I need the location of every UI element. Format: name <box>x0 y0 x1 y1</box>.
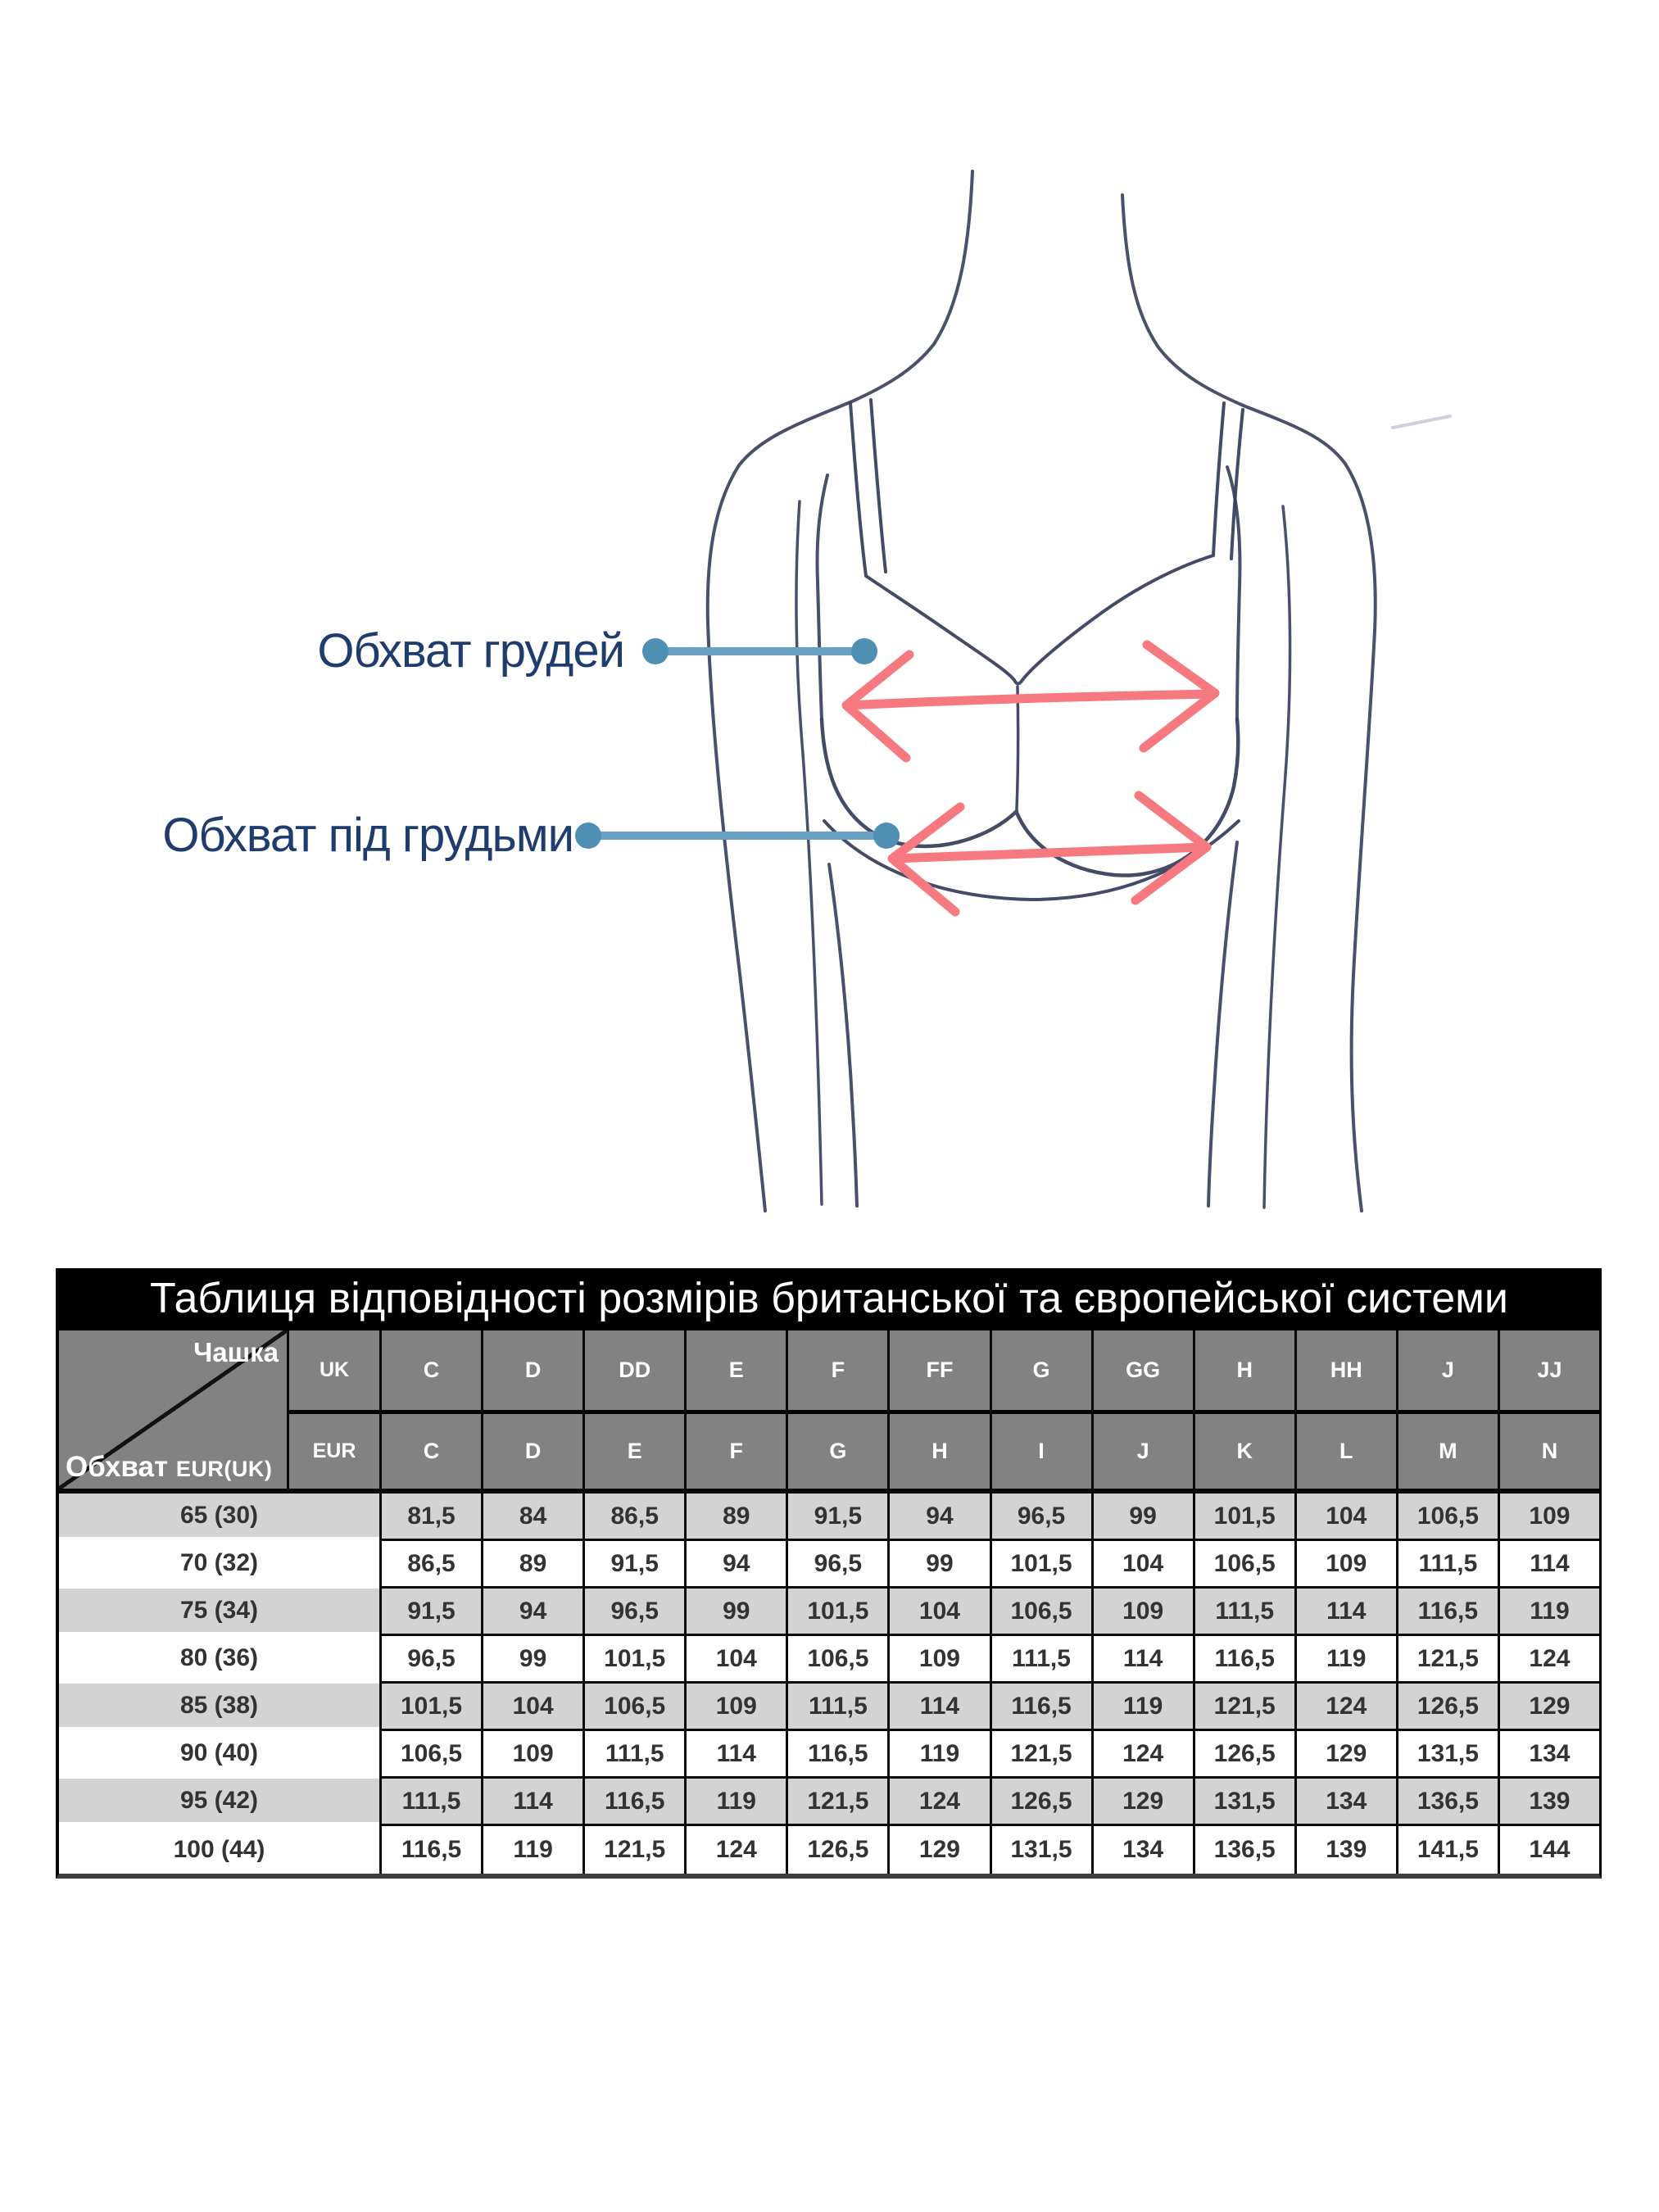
size-value-cell: 139 <box>1294 1826 1396 1874</box>
cup-letter-cell: C <box>379 1414 481 1489</box>
cup-letter-cell: E <box>684 1330 786 1414</box>
size-correspondence-table <box>56 1268 1602 1879</box>
cup-header-grid <box>59 1330 1599 1491</box>
size-value-cell: 141,5 <box>1396 1826 1498 1874</box>
cup-letter-cell: G <box>786 1414 887 1489</box>
size-value-cell: 126,5 <box>786 1826 887 1874</box>
bust-pointer-dot-right <box>851 638 877 664</box>
cup-letter-cell: J <box>1396 1330 1498 1414</box>
size-value-cell: 116,5 <box>786 1731 887 1779</box>
cup-letter-cell: G <box>990 1330 1091 1414</box>
size-value-cell: 111,5 <box>1193 1589 1294 1636</box>
bra-cup-bottom-left <box>822 719 1017 846</box>
cup-system-label-uk: UK <box>287 1330 379 1414</box>
size-value-cell: 101,5 <box>1193 1494 1294 1541</box>
size-value-cell: 96,5 <box>990 1494 1091 1541</box>
size-value-cell: 124 <box>684 1826 786 1874</box>
cup-letter-cell: F <box>786 1330 887 1414</box>
size-value-cell: 104 <box>684 1636 786 1684</box>
table-title: Таблиця відповідності розмірів британської та європейської системи <box>59 1268 1599 1330</box>
size-value-cell: 96,5 <box>786 1541 887 1589</box>
shoulder-stray-line <box>1393 416 1450 428</box>
size-value-cell: 114 <box>1294 1589 1396 1636</box>
underbust-pointer-dot-right <box>873 823 900 849</box>
size-value-cell: 99 <box>481 1636 582 1684</box>
size-value-cell: 101,5 <box>379 1684 481 1731</box>
size-value-cell: 121,5 <box>990 1731 1091 1779</box>
cup-letter-cell: D <box>481 1414 582 1489</box>
size-value-cell: 134 <box>1091 1826 1193 1874</box>
cup-letter-cell: D <box>481 1330 582 1414</box>
cup-letter-cell: J <box>1091 1414 1193 1489</box>
size-value-cell: 86,5 <box>379 1541 481 1589</box>
size-value-cell: 114 <box>684 1731 786 1779</box>
bra-cup-top-edges <box>866 555 1213 684</box>
cup-letter-cell: F <box>684 1414 786 1489</box>
band-size-label: 75 (34) <box>59 1589 379 1636</box>
size-value-cell: 106,5 <box>1396 1494 1498 1541</box>
band-size-label: 80 (36) <box>59 1636 379 1684</box>
waist-side-right <box>1208 842 1237 1206</box>
size-value-cell: 104 <box>481 1684 582 1731</box>
cup-letter-cell: GG <box>1091 1330 1193 1414</box>
size-value-cell: 114 <box>887 1684 989 1731</box>
size-value-cell: 119 <box>1498 1589 1599 1636</box>
size-value-cell: 116,5 <box>379 1826 481 1874</box>
size-value-cell: 106,5 <box>786 1636 887 1684</box>
size-value-cell: 106,5 <box>379 1731 481 1779</box>
band-size-label: 90 (40) <box>59 1731 379 1779</box>
corner-girth-label <box>66 1451 272 1484</box>
size-value-cell: 109 <box>481 1731 582 1779</box>
cup-letter-cell: HH <box>1294 1330 1396 1414</box>
neck-shoulder-arm-left <box>708 171 972 1211</box>
size-value-cell: 124 <box>887 1779 989 1826</box>
size-value-cell: 116,5 <box>990 1684 1091 1731</box>
inner-arm-right <box>1264 506 1290 1208</box>
waist-side-left <box>829 864 857 1206</box>
size-value-cell: 106,5 <box>990 1589 1091 1636</box>
bra-center-gore <box>1017 687 1018 809</box>
size-value-cell: 111,5 <box>582 1731 684 1779</box>
size-value-cell: 106,5 <box>1193 1541 1294 1589</box>
size-value-cell: 136,5 <box>1193 1826 1294 1874</box>
bust-arrow-shaft <box>847 694 1213 705</box>
band-size-label: 100 (44) <box>59 1826 379 1874</box>
band-size-label: 85 (38) <box>59 1684 379 1731</box>
cup-letter-cell: C <box>379 1330 481 1414</box>
size-value-cell: 86,5 <box>582 1494 684 1541</box>
size-value-cell: 116,5 <box>1193 1636 1294 1684</box>
size-value-cell: 89 <box>481 1541 582 1589</box>
size-value-cell: 109 <box>887 1636 989 1684</box>
size-value-cell: 124 <box>1498 1636 1599 1684</box>
size-value-cell: 111,5 <box>786 1684 887 1731</box>
size-value-cell: 104 <box>1294 1494 1396 1541</box>
size-value-cell: 116,5 <box>1396 1589 1498 1636</box>
size-value-cell: 101,5 <box>582 1636 684 1684</box>
size-value-cell: 109 <box>1091 1589 1193 1636</box>
size-value-cell: 94 <box>684 1541 786 1589</box>
size-value-cell: 91,5 <box>786 1494 887 1541</box>
cup-letter-cell: H <box>887 1414 989 1489</box>
band-size-label: 70 (32) <box>59 1541 379 1589</box>
size-value-cell: 119 <box>684 1779 786 1826</box>
cup-letter-cell: I <box>990 1414 1091 1489</box>
size-value-cell: 121,5 <box>786 1779 887 1826</box>
size-value-cell: 114 <box>481 1779 582 1826</box>
size-value-cell: 99 <box>887 1541 989 1589</box>
cup-letter-cell: K <box>1193 1414 1294 1489</box>
size-value-cell: 131,5 <box>990 1826 1091 1874</box>
cup-letter-cell: E <box>582 1414 684 1489</box>
corner-girth-word: Обхват <box>66 1451 169 1483</box>
size-value-cell: 134 <box>1294 1779 1396 1826</box>
size-value-cell: 114 <box>1498 1541 1599 1589</box>
size-value-cell: 129 <box>1091 1779 1193 1826</box>
torso-outline <box>708 171 1450 1211</box>
size-value-cell: 109 <box>684 1684 786 1731</box>
size-value-cell: 101,5 <box>786 1589 887 1636</box>
table-corner-cell <box>59 1330 287 1489</box>
cup-system-label-eur: EUR <box>287 1414 379 1489</box>
cup-letter-cell: L <box>1294 1414 1396 1489</box>
size-value-cell: 126,5 <box>1193 1731 1294 1779</box>
cup-letter-cell: N <box>1498 1414 1599 1489</box>
size-value-cell: 129 <box>1498 1684 1599 1731</box>
underbust-arrow-shaft <box>893 847 1205 859</box>
size-value-cell: 106,5 <box>582 1684 684 1731</box>
bust-pointer-dot-left <box>642 638 669 664</box>
size-value-cell: 109 <box>1498 1494 1599 1541</box>
size-value-cell: 94 <box>887 1494 989 1541</box>
size-value-cell: 84 <box>481 1494 582 1541</box>
underbust-girth-label: Обхват під грудьми <box>162 809 573 862</box>
band-size-label: 65 (30) <box>59 1494 379 1541</box>
size-value-cell: 126,5 <box>1396 1684 1498 1731</box>
size-value-cell: 96,5 <box>582 1589 684 1636</box>
size-value-cell: 99 <box>684 1589 786 1636</box>
cup-letter-cell: DD <box>582 1330 684 1414</box>
bra-strap-left <box>850 400 886 576</box>
cup-letter-cell: H <box>1193 1330 1294 1414</box>
size-value-cell: 119 <box>481 1826 582 1874</box>
size-value-cell: 121,5 <box>582 1826 684 1874</box>
size-value-cell: 81,5 <box>379 1494 481 1541</box>
size-value-cell: 121,5 <box>1193 1684 1294 1731</box>
band-size-label: 95 (42) <box>59 1779 379 1826</box>
cup-letter-cell: JJ <box>1498 1330 1599 1414</box>
size-value-cell: 131,5 <box>1396 1731 1498 1779</box>
bust-girth-label: Обхват грудей <box>317 624 624 678</box>
size-value-cell: 134 <box>1498 1731 1599 1779</box>
size-value-cell: 139 <box>1498 1779 1599 1826</box>
size-value-cell: 94 <box>481 1589 582 1636</box>
size-value-cell: 114 <box>1091 1636 1193 1684</box>
size-value-cell: 126,5 <box>990 1779 1091 1826</box>
size-value-cell: 129 <box>1294 1731 1396 1779</box>
size-value-cell: 104 <box>887 1589 989 1636</box>
size-value-cell: 124 <box>1091 1731 1193 1779</box>
size-value-cell: 101,5 <box>990 1541 1091 1589</box>
size-value-cell: 144 <box>1498 1826 1599 1874</box>
underbust-pointer-dot-left <box>575 823 601 849</box>
size-value-cell: 91,5 <box>582 1541 684 1589</box>
cup-letter-cell: M <box>1396 1414 1498 1489</box>
size-value-cell: 89 <box>684 1494 786 1541</box>
size-value-cell: 129 <box>887 1826 989 1874</box>
size-value-cell: 121,5 <box>1396 1636 1498 1684</box>
corner-cup-label: Чашка <box>193 1337 279 1367</box>
size-value-cell: 111,5 <box>379 1779 481 1826</box>
size-value-cell: 99 <box>1091 1494 1193 1541</box>
size-value-cell: 119 <box>887 1731 989 1779</box>
size-value-cell: 111,5 <box>1396 1541 1498 1589</box>
neck-shoulder-arm-right <box>1122 195 1376 1211</box>
size-value-cell: 111,5 <box>990 1636 1091 1684</box>
size-value-cell: 124 <box>1294 1684 1396 1731</box>
size-value-cell: 136,5 <box>1396 1779 1498 1826</box>
size-value-cell: 109 <box>1294 1541 1396 1589</box>
size-value-cell: 91,5 <box>379 1589 481 1636</box>
size-value-cell: 104 <box>1091 1541 1193 1589</box>
size-value-cell: 119 <box>1294 1636 1396 1684</box>
size-data-grid <box>59 1491 1599 1874</box>
size-value-cell: 119 <box>1091 1684 1193 1731</box>
corner-girth-units: EUR(UK) <box>175 1457 273 1481</box>
size-value-cell: 116,5 <box>582 1779 684 1826</box>
body-side-left <box>818 475 828 719</box>
size-value-cell: 96,5 <box>379 1636 481 1684</box>
cup-letter-cell: FF <box>887 1330 989 1414</box>
size-value-cell: 131,5 <box>1193 1779 1294 1826</box>
